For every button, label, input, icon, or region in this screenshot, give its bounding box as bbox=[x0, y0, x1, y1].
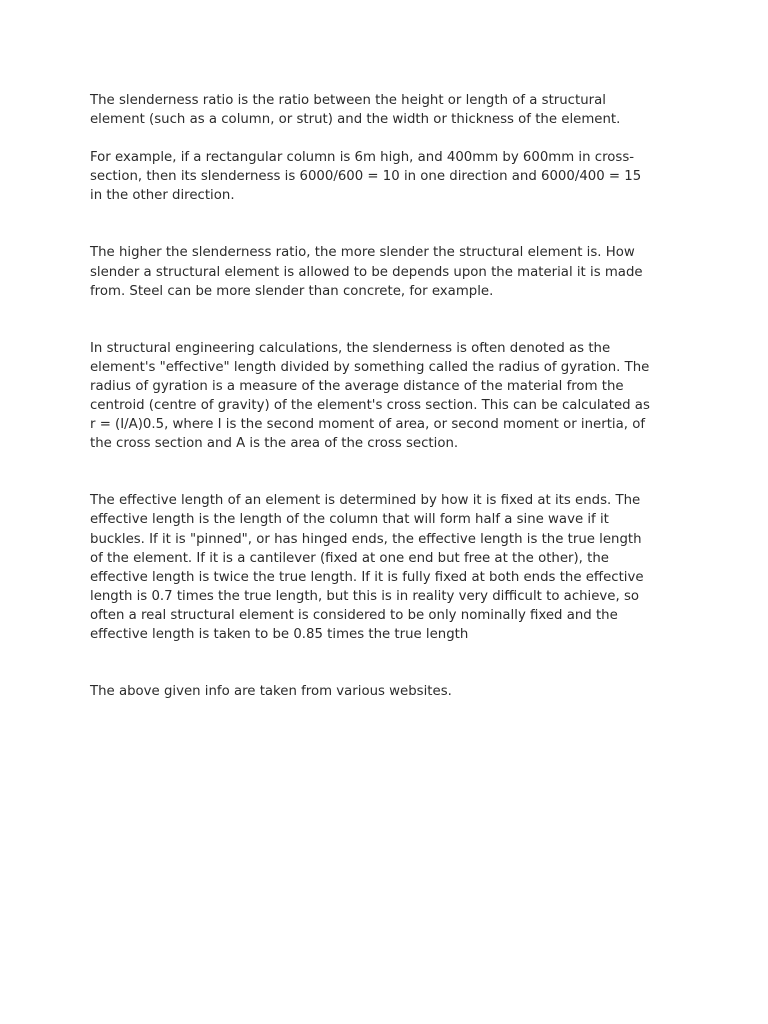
paragraph-spacer bbox=[90, 644, 680, 682]
paragraph-radius-of-gyration: In structural engineering calculations, the slenderness is often denoted as the element's "effective" length divided by something called the radius of gyration. The radius of gyration is a measure of the average distance of the material from the centroid (centre of gravity) of the element's cross section. This can be calculated as r = (I/A)0.5, where I is the second moment of area, or second moment or inertia, of the cross section and A is the area of the cross section. bbox=[90, 340, 650, 452]
paragraph-spacer bbox=[90, 129, 680, 148]
paragraph-spacer bbox=[90, 301, 680, 339]
paragraph-example: For example, if a rectangular column is 6m high, and 400mm by 600mm in cross- section, then its slenderness is 6000/600 = 10 in one direction and 6000/400 = 15 in the other direction. bbox=[90, 150, 642, 204]
paragraph-definition: The slenderness ratio is the ratio between the height or length of a structural element (such as a column, or strut) and the width or thickness of the element. bbox=[90, 93, 621, 128]
document-body bbox=[90, 91, 680, 701]
paragraph-spacer bbox=[90, 205, 680, 243]
paragraph-effective-length: The effective length of an element is determined by how it is fixed at its ends. The effective length is the length of the column that will form half a sine wave if it buckles. If it is "pinned", or has hinged ends, the effective length is the true length of the element. If it is a cantilever (fixed at one end but free at the other), the effective length is twice the true length. If it is fully fixed at both ends the effective length is 0.7 times the true length, but this is in reality very difficult to achieve, so often a real structural element is considered to be only nominally fixed and the effective length is taken to be 0.85 times the true length bbox=[90, 493, 644, 642]
paragraph-higher-ratio: The higher the slenderness ratio, the more slender the structural element is. How slender a structural element is allowed to be depends upon the material it is made from. Steel can be more slender than concrete, for example. bbox=[90, 245, 643, 299]
paragraph-spacer bbox=[90, 453, 680, 491]
paragraph-source-note: The above given info are taken from various websites. bbox=[90, 684, 452, 700]
